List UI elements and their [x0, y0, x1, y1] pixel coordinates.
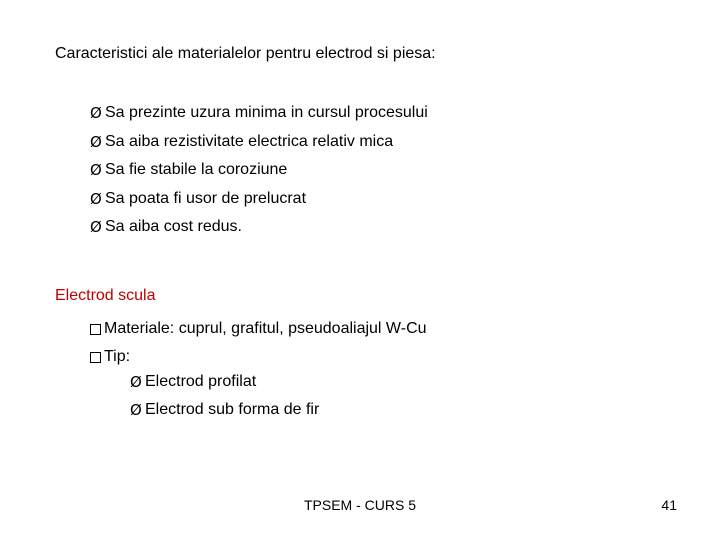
- arrow-bullet-icon: Ø: [90, 218, 102, 236]
- arrow-bullet-icon: Ø: [130, 401, 142, 419]
- list-item-text: Sa poata fi usor de prelucrat: [105, 189, 307, 207]
- list-item-text: Sa fie stabile la coroziune: [105, 161, 288, 178]
- list-item-text: Sa prezinte uzura minima in cursul procesului: [105, 104, 428, 121]
- list-item-text: Tip:: [104, 348, 131, 365]
- footer-course: TPSEM - CURS 5: [303, 497, 416, 513]
- electrode-types-list: [130, 372, 319, 428]
- electrode-properties-list: [90, 315, 427, 371]
- page-number: 41: [661, 497, 677, 513]
- list-item: [90, 189, 428, 218]
- list-item: [90, 132, 428, 161]
- list-item-text: Electrod sub forma de fir: [145, 401, 320, 418]
- list-item: [90, 160, 428, 189]
- arrow-bullet-icon: Ø: [90, 189, 102, 208]
- list-item-text: Sa aiba rezistivitate electrica relativ mica: [105, 132, 394, 150]
- list-item: [130, 400, 319, 428]
- box-bullet-icon: [90, 352, 101, 363]
- list-item-text: Electrod profilat: [145, 373, 257, 390]
- arrow-bullet-icon: Ø: [90, 104, 102, 122]
- arrow-bullet-icon: Ø: [90, 132, 102, 151]
- list-item: [90, 217, 428, 246]
- characteristics-list: [90, 103, 428, 246]
- list-item-text: Sa aiba cost redus.: [105, 218, 242, 235]
- list-item: [130, 372, 319, 400]
- arrow-bullet-icon: Ø: [130, 373, 142, 391]
- list-item-text: Materiale: cuprul, grafitul, pseudoaliajul W-Cu: [104, 320, 427, 337]
- arrow-bullet-icon: Ø: [90, 161, 102, 179]
- list-item: [90, 103, 428, 132]
- section-title: Electrod scula: [55, 287, 156, 304]
- list-item: [90, 315, 427, 343]
- page-title: Caracteristici ale materialelor pentru electrod si piesa:: [55, 45, 436, 62]
- box-bullet-icon: [90, 324, 101, 335]
- list-item: [90, 343, 427, 371]
